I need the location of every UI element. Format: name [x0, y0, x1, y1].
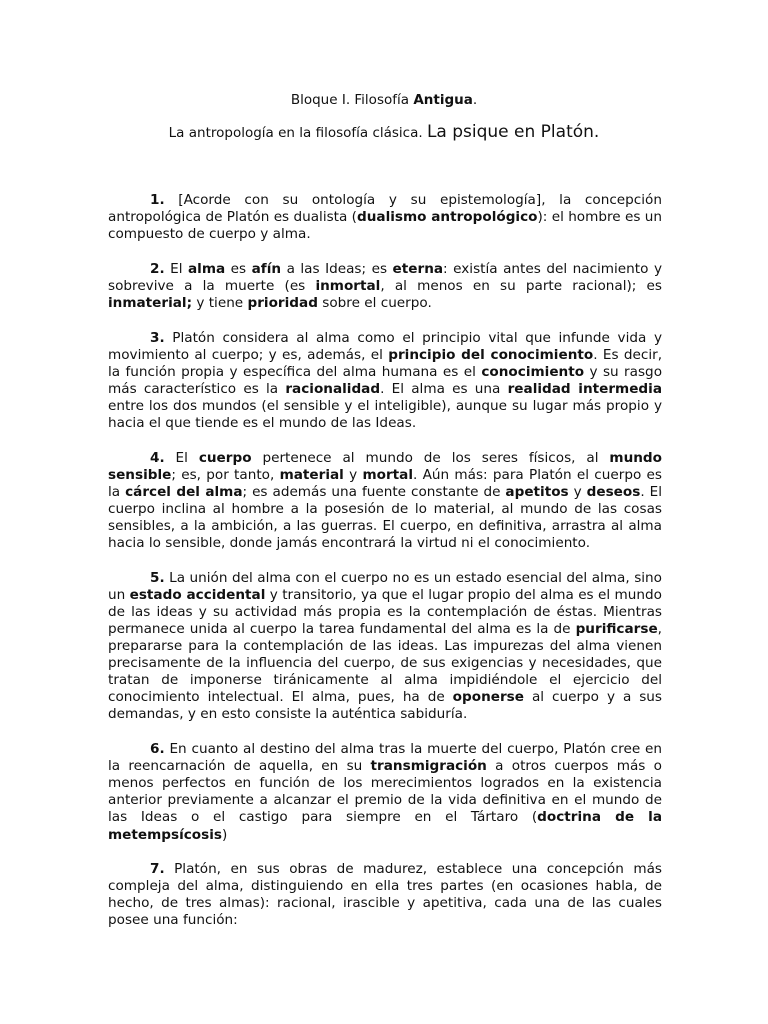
text-run: y — [568, 483, 587, 500]
text-run: sobre el cuerpo. — [317, 294, 432, 311]
text-run: , prepararse para la contemplación de las ideas. Las impurezas del alma vienen precisamente de la influencia del cuerpo, de sus exigencias y necesidades, que tratan de imponerse tiránicamente al alma impidiéndole el ejercicio del conocimiento intelectual. El alma, pues, ha de — [108, 620, 662, 706]
bold-text: 6. — [150, 741, 165, 758]
text-run: ; es además una fuente constante de — [242, 483, 506, 500]
text-run: a las Ideas; es — [281, 260, 393, 277]
bold-text: oponerse — [452, 689, 524, 706]
bold-text: cuerpo — [198, 449, 252, 466]
text-run: La unión del alma con el cuerpo no es un estado esencial del alma, sino un — [108, 569, 662, 603]
text-run: El — [164, 260, 188, 277]
document-body — [108, 192, 662, 947]
text-run: . El alma es una — [380, 380, 508, 397]
text-run: a otros cuerpos más o menos perfectos en función de los merecimientos logrados en la existencia anterior previamente a alcanzar el premio de la vida definitiva en el mundo de las Ideas o el castigo para siempre en el Tártaro ( — [108, 758, 662, 826]
bold-text: 4. — [150, 449, 165, 466]
text-run: Platón considera al alma como el principio vital que infunde vida y movimiento al cuerpo; y es, además, el — [108, 329, 662, 363]
text-run: y tiene — [192, 294, 248, 311]
bold-text: eterna — [392, 260, 444, 277]
bold-text: racionalidad — [285, 380, 381, 397]
text-run: pertenece al mundo de los seres físicos, al — [251, 449, 610, 466]
bold-text: alma — [188, 260, 226, 277]
paragraph-1 — [108, 192, 662, 243]
title-small: La antropología en la filosofía clásica. — [168, 125, 427, 141]
bold-text: cárcel del alma — [125, 483, 243, 500]
text-run: es — [225, 260, 252, 277]
text-run: ): el hombre es un compuesto de cuerpo y alma. — [108, 209, 662, 243]
bold-text: material — [279, 466, 344, 483]
text-run: ) — [222, 826, 228, 843]
document-header — [0, 92, 768, 108]
paragraph-2 — [108, 261, 662, 312]
bold-text: 5. — [150, 569, 165, 586]
paragraph-7 — [108, 861, 662, 929]
text-run: . El cuerpo inclina al hombre a la posesión de lo material, al mundo de las cosas sensibles, a la ambición, a las guerras. El cuerpo, en definitiva, arrastra al alma hacia lo sensible, donde jamás encontrará la virtud ni el conocimiento. — [108, 483, 663, 552]
document-title — [0, 122, 768, 142]
text-run: El — [164, 449, 199, 466]
bold-text: purificarse — [575, 620, 658, 637]
text-run: entre los dos mundos (el sensible y el inteligible), aunque su lugar más propio y hacia el que tiende es el mundo de las Ideas. — [108, 397, 662, 432]
bold-text: prioridad — [247, 294, 318, 311]
bold-text: doctrina de la metempsícosis — [108, 809, 662, 843]
bold-text: estado accidental — [129, 586, 266, 603]
bold-text: 3. — [150, 329, 165, 346]
text-run: ; es, por tanto, — [171, 466, 280, 483]
bold-text: apetitos — [505, 483, 569, 500]
header-prefix: Bloque I. Filosofía — [290, 92, 414, 108]
bold-text: deseos — [586, 483, 641, 500]
bold-text: realidad intermedia — [507, 380, 662, 397]
paragraph-4 — [108, 450, 662, 553]
title-big: La psique en Platón. — [426, 122, 600, 142]
bold-text: afín — [251, 260, 282, 277]
bold-text: 2. — [150, 260, 165, 277]
header-bold: Antigua — [413, 92, 473, 108]
text-run: y su rasgo más característico es la — [108, 363, 663, 397]
text-run: : existía antes del nacimiento y sobrevive a la muerte (es — [108, 260, 662, 294]
bold-text: dualismo antropológico — [357, 209, 538, 226]
text-run: y — [343, 466, 363, 483]
text-run: y transitorio, ya que el lugar propio del alma es el mundo de las ideas y su actividad más propia es la contemplación de éstas. Mientras permanece unida al cuerpo la tarea fundamental del alma es la de — [108, 586, 662, 637]
bold-text: inmortal — [315, 277, 381, 294]
text-run: . Es decir, la función propia y específica del alma humana es el — [108, 346, 663, 380]
bold-text: inmaterial; — [108, 294, 193, 311]
text-run: Platón, en sus obras de madurez, establece una concepción más compleja del alma, distinguiendo en ella tres partes (en ocasiones habla, de hecho, de tres almas): racional, irascible y apetitiva, cada una de las cuales posee una función: — [108, 861, 662, 929]
paragraph-5 — [108, 570, 662, 724]
paragraph-6 — [108, 741, 662, 844]
paragraph-3 — [108, 330, 662, 433]
text-run: al cuerpo y a sus demandas, y en esto consiste la auténtica sabiduría. — [108, 689, 662, 723]
text-run: . Aún más: para Platón el cuerpo es la — [108, 466, 662, 500]
header-suffix: . — [472, 92, 478, 108]
text-run: [Acorde con su ontología y su epistemología], la concepción antropológica de Platón es dualista ( — [108, 192, 662, 226]
bold-text: 1. — [150, 192, 165, 208]
bold-text: mortal — [362, 466, 413, 483]
bold-text: mundo sensible — [108, 449, 662, 483]
bold-text: conocimiento — [481, 363, 585, 380]
bold-text: principio del conocimiento — [388, 346, 594, 363]
text-run: , al menos en su parte racional); es — [380, 277, 662, 294]
bold-text: 7. — [150, 861, 165, 878]
text-run: En cuanto al destino del alma tras la muerte del cuerpo, Platón cree en la reencarnación de aquella, en su — [108, 741, 662, 775]
bold-text: transmigración — [370, 758, 487, 775]
